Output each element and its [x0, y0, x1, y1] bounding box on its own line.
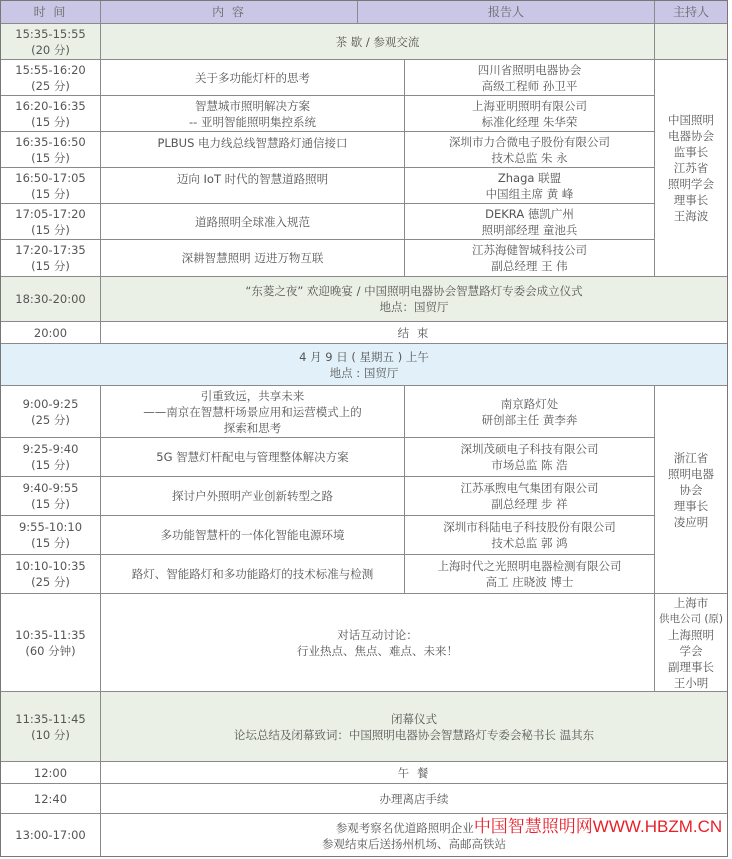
duration: (15 分) — [31, 458, 70, 472]
time-range: 15:35-15:55 — [15, 26, 86, 41]
time-range: 9:55-10:10 — [18, 520, 83, 534]
title-line: 深耕智慧照明 迈进万物互联 — [181, 251, 324, 265]
talk-reporter — [405, 168, 655, 204]
duration: (15 分) — [31, 150, 70, 165]
time-range: 17:05-17:20 — [15, 206, 86, 221]
time-cell — [1, 60, 101, 96]
session2-host — [655, 386, 727, 594]
talk-reporter — [405, 60, 655, 96]
event-location: 地点：国贸厅 — [379, 300, 449, 314]
title-line: ——南京在智慧杆场景应用和运营模式上的 — [143, 404, 362, 419]
reporter-org: DEKRA 德凯广州 — [485, 206, 574, 221]
host-line: 凌应明 — [673, 514, 709, 529]
time-range: 10:35-11:35 — [15, 627, 86, 642]
talk-title — [101, 516, 405, 555]
header-content: 内 容 — [101, 1, 358, 24]
closing-content — [101, 692, 727, 762]
reporter-name: 照明部经理 童池兵 — [481, 222, 578, 237]
time-cell — [1, 168, 101, 204]
duration: (25 分) — [31, 412, 70, 427]
duration: (15 分) — [31, 497, 70, 511]
time-range: 9:40-9:55 — [22, 481, 79, 495]
duration: (15 分) — [31, 186, 70, 201]
host-line: 王小明 — [673, 675, 709, 690]
host-line: 江苏省 — [673, 161, 709, 175]
title-line: 行业热点、焦点、难点、未来！ — [297, 643, 458, 658]
time-cell: 18:30-20:00 — [1, 277, 101, 322]
time-range: 15:55-16:20 — [15, 62, 86, 77]
duration: (15 分) — [31, 114, 70, 129]
title-line: 路灯、智能路灯和多功能路灯的技术标准与检测 — [131, 567, 374, 581]
reporter-name: 中国组主席 黄 峰 — [485, 186, 574, 201]
end-content: 结 束 — [101, 322, 727, 344]
talk-title — [101, 168, 405, 204]
host-line: 上海市 — [673, 595, 709, 610]
reporter-org: 深圳茂硕电子科技有限公司 — [460, 442, 599, 456]
host-line: 中国照明 — [668, 113, 714, 127]
talk-title — [101, 60, 405, 96]
time-range: 16:20-16:35 — [15, 98, 86, 113]
watermark: 中国智慧照明网WWW.HBZM.CN — [473, 816, 723, 836]
break-content: 茶 歇 / 参观交流 — [101, 24, 655, 60]
time-cell — [1, 204, 101, 240]
reporter-org: 深圳市科陆电子科技股份有限公司 — [443, 520, 616, 534]
duration: (25 分) — [31, 575, 70, 589]
time-cell — [1, 386, 101, 438]
discussion-host — [655, 594, 727, 692]
title-line: 探讨户外照明产业创新转型之路 — [172, 489, 333, 503]
title-line: 对话互动讨论： — [337, 627, 418, 642]
host-line: 王海波 — [673, 209, 709, 223]
duration: (15 分) — [31, 536, 70, 550]
talk-reporter — [405, 386, 655, 438]
reporter-org: 南京路灯处 — [500, 396, 559, 411]
talk-reporter — [405, 240, 655, 277]
checkout-content: 办理离店手续 — [101, 784, 727, 814]
visit-content — [101, 814, 727, 856]
reporter-name: 副总经理 王 伟 — [491, 259, 568, 273]
evening-event — [101, 277, 727, 322]
talk-reporter — [405, 516, 655, 555]
duration: (60 分钟) — [25, 643, 76, 658]
time-range: 9:00-9:25 — [22, 396, 79, 411]
title-line: 探索和思考 — [223, 420, 282, 435]
title-line: 引重致远，共享未来 — [200, 388, 305, 403]
talk-title — [101, 386, 405, 438]
title-line: 迈向 IoT 时代的智慧道路照明 — [176, 172, 329, 186]
talk-title — [101, 240, 405, 277]
time-cell: 12:40 — [1, 784, 101, 814]
duration: (10 分) — [31, 727, 70, 742]
host-line: 副理事长 — [668, 659, 714, 674]
time-cell — [1, 438, 101, 477]
host-line: 监事长 — [673, 145, 709, 159]
time-cell — [1, 96, 101, 132]
time-cell — [1, 24, 101, 60]
time-cell: 12:00 — [1, 762, 101, 784]
reporter-org: 上海时代之光照明电器检测有限公司 — [437, 559, 622, 573]
lunch-content: 午 餐 — [101, 762, 727, 784]
visit-line1-wrap — [106, 816, 723, 836]
reporter-name: 技术总监 朱 永 — [491, 150, 568, 165]
reporter-org: 江苏海健智城科技公司 — [472, 243, 587, 257]
title-line: 关于多功能灯杆的思考 — [195, 70, 310, 85]
host-line: 供电公司 (原) — [658, 612, 724, 625]
day2-banner — [1, 344, 727, 386]
time-cell — [1, 594, 101, 692]
day2-location: 地点 : 国贸厅 — [329, 365, 399, 380]
host-line: 理事长 — [673, 193, 709, 207]
time-range: 16:35-16:50 — [15, 134, 86, 149]
reporter-org: Zhaga 联盟 — [497, 170, 562, 185]
talk-reporter — [405, 204, 655, 240]
talk-title — [101, 477, 405, 516]
title-line: 5G 智慧灯杆配电与管理整体解决方案 — [156, 450, 349, 464]
host-line: 电器协会 — [668, 129, 714, 143]
duration: (15 分) — [31, 222, 70, 237]
time-range: 9:25-9:40 — [22, 442, 79, 456]
time-range: 16:50-17:05 — [15, 170, 86, 185]
time-cell — [1, 132, 101, 168]
title-line: 多功能智慧杆的一体化智能电源环境 — [160, 528, 345, 542]
talk-reporter — [405, 555, 655, 594]
talk-reporter — [405, 477, 655, 516]
time-cell — [1, 555, 101, 594]
talk-title — [101, 96, 405, 132]
reporter-name: 高级工程师 孙卫平 — [481, 78, 578, 93]
reporter-name: 副总经理 步 祥 — [491, 497, 568, 511]
header-reporter: 报告人 — [358, 1, 655, 24]
host-line: 理事长 — [673, 498, 709, 513]
header-host: 主持人 — [655, 1, 727, 24]
duration: (25 分) — [31, 78, 70, 93]
talk-title — [101, 438, 405, 477]
reporter-org: 上海亚明照明有限公司 — [472, 98, 587, 113]
host-line: 浙江省 — [673, 450, 709, 465]
title-line: 道路照明全球准入规范 — [195, 214, 310, 229]
reporter-name: 标准化经理 朱华荣 — [481, 114, 578, 129]
time-range: 10:10-10:35 — [15, 559, 86, 573]
discussion-content — [101, 594, 655, 692]
time-cell — [1, 692, 101, 762]
talk-reporter — [405, 96, 655, 132]
talk-title — [101, 204, 405, 240]
time-cell — [1, 477, 101, 516]
time-cell — [1, 516, 101, 555]
visit-line1: 参观考察名优道路照明企业 — [335, 820, 474, 835]
talk-reporter — [405, 132, 655, 168]
host-line: 照明电器 — [668, 466, 714, 481]
reporter-org: 四川省照明电器协会 — [477, 62, 582, 77]
host-line: 上海照明 — [668, 627, 714, 642]
reporter-name: 市场总监 陈 浩 — [491, 458, 568, 472]
visit-line2: 参观结束后送扬州机场、高邮高铁站 — [322, 836, 506, 851]
title-line: PLBUS 电力线总线智慧路灯通信接口 — [157, 136, 348, 150]
reporter-name: 高工 庄晓波 博士 — [485, 575, 574, 589]
time-cell: 13:00-17:00 — [1, 814, 101, 856]
title-line: 论坛总结及闭幕致词：中国照明电器协会智慧路灯专委会秘书长 温其东 — [233, 727, 595, 742]
host-empty — [655, 24, 727, 60]
reporter-org: 江苏承煦电气集团有限公司 — [460, 481, 599, 495]
time-range: 17:20-17:35 — [15, 243, 86, 257]
title-line: 智慧城市照明解决方案 — [195, 98, 310, 113]
reporter-org: 深圳市力合微电子股份有限公司 — [449, 134, 610, 149]
duration: (15 分) — [31, 259, 70, 273]
event-title: “东菱之夜” 欢迎晚宴 / 中国照明电器协会智慧路灯专委会成立仪式 — [245, 284, 583, 298]
host-line: 协会 — [679, 482, 703, 497]
reporter-name: 研创部主任 黄李奔 — [481, 412, 578, 427]
talk-reporter — [405, 438, 655, 477]
time-cell — [1, 240, 101, 277]
title-line: 闭幕仪式 — [391, 711, 437, 726]
reporter-name: 技术总监 郭 鸿 — [491, 536, 568, 550]
host-line: 照明学会 — [668, 177, 714, 191]
header-time: 时 间 — [1, 1, 101, 24]
session1-host — [655, 60, 727, 277]
talk-title — [101, 555, 405, 594]
time-cell: 20:00 — [1, 322, 101, 344]
host-line: 学会 — [679, 643, 703, 658]
time-range: 11:35-11:45 — [15, 711, 86, 726]
duration: (20 分) — [31, 42, 70, 57]
talk-title — [101, 132, 405, 168]
title-line: -- 亚明智能照明集控系统 — [189, 114, 316, 129]
day2-date: 4 月 9 日 ( 星期五 ) 上午 — [299, 349, 429, 364]
